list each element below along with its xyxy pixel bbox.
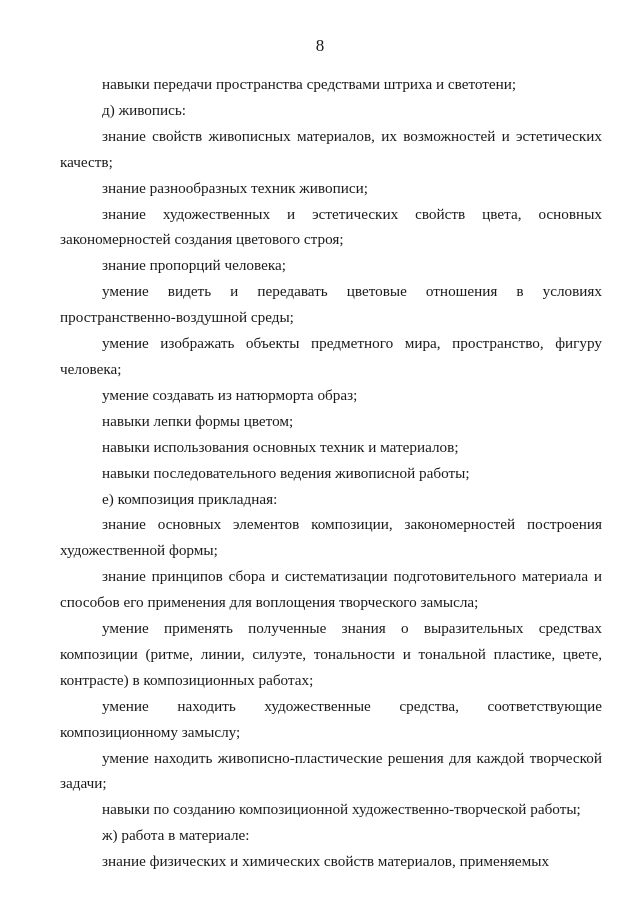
page-number: 8 — [315, 36, 325, 55]
paragraph: знание основных элементов композиции, закономерностей построения художественной формы; — [60, 516, 602, 560]
paragraph: знание принципов сбора и систематизации подготовительного материала и способов его применения для воплощения творческого замысла; — [60, 568, 602, 612]
paragraph: умение создавать из натюрморта образ; — [102, 386, 358, 404]
paragraph: навыки передачи пространства средствами штриха и светотени; — [102, 76, 517, 93]
section-heading: д) живопись: — [102, 101, 187, 119]
paragraph: умение находить художественные средства, соответствующие композиционному замыслу; — [60, 697, 602, 741]
section-heading: ж) работа в материале: — [102, 827, 250, 845]
paragraph: навыки по созданию композиционной художественно-творческой работы; — [102, 801, 581, 819]
document-body — [60, 72, 602, 875]
paragraph: знание свойств живописных материалов, их возможностей и эстетических качеств; — [60, 127, 602, 171]
paragraph: знание разнообразных техник живописи; — [102, 179, 368, 197]
paragraph: умение применять полученные знания о выразительных средствах композиции (ритме, линии, силуэте, тональности и тональной пластике, цвете, контрасте) в композиционных работах; — [60, 620, 602, 689]
paragraph: умение находить живописно-пластические решения для каждой творческой задачи; — [60, 749, 602, 793]
paragraph: знание физических и химических свойств материалов, применяемых — [102, 853, 550, 871]
paragraph: умение изображать объекты предметного мира, пространство, фигуру человека; — [60, 335, 602, 378]
paragraph: знание художественных и эстетических свойств цвета, основных закономерностей создания цветового строя; — [60, 205, 602, 249]
section-heading: е) композиция прикладная: — [102, 490, 278, 508]
paragraph: навыки лепки формы цветом; — [102, 412, 294, 430]
paragraph: навыки последовательного ведения живописной работы; — [102, 464, 470, 482]
paragraph: умение видеть и передавать цветовые отношения в условиях пространственно-воздушной среды; — [60, 283, 602, 327]
paragraph: знание пропорций человека; — [102, 257, 286, 275]
paragraph: навыки использования основных техник и материалов; — [102, 438, 459, 456]
